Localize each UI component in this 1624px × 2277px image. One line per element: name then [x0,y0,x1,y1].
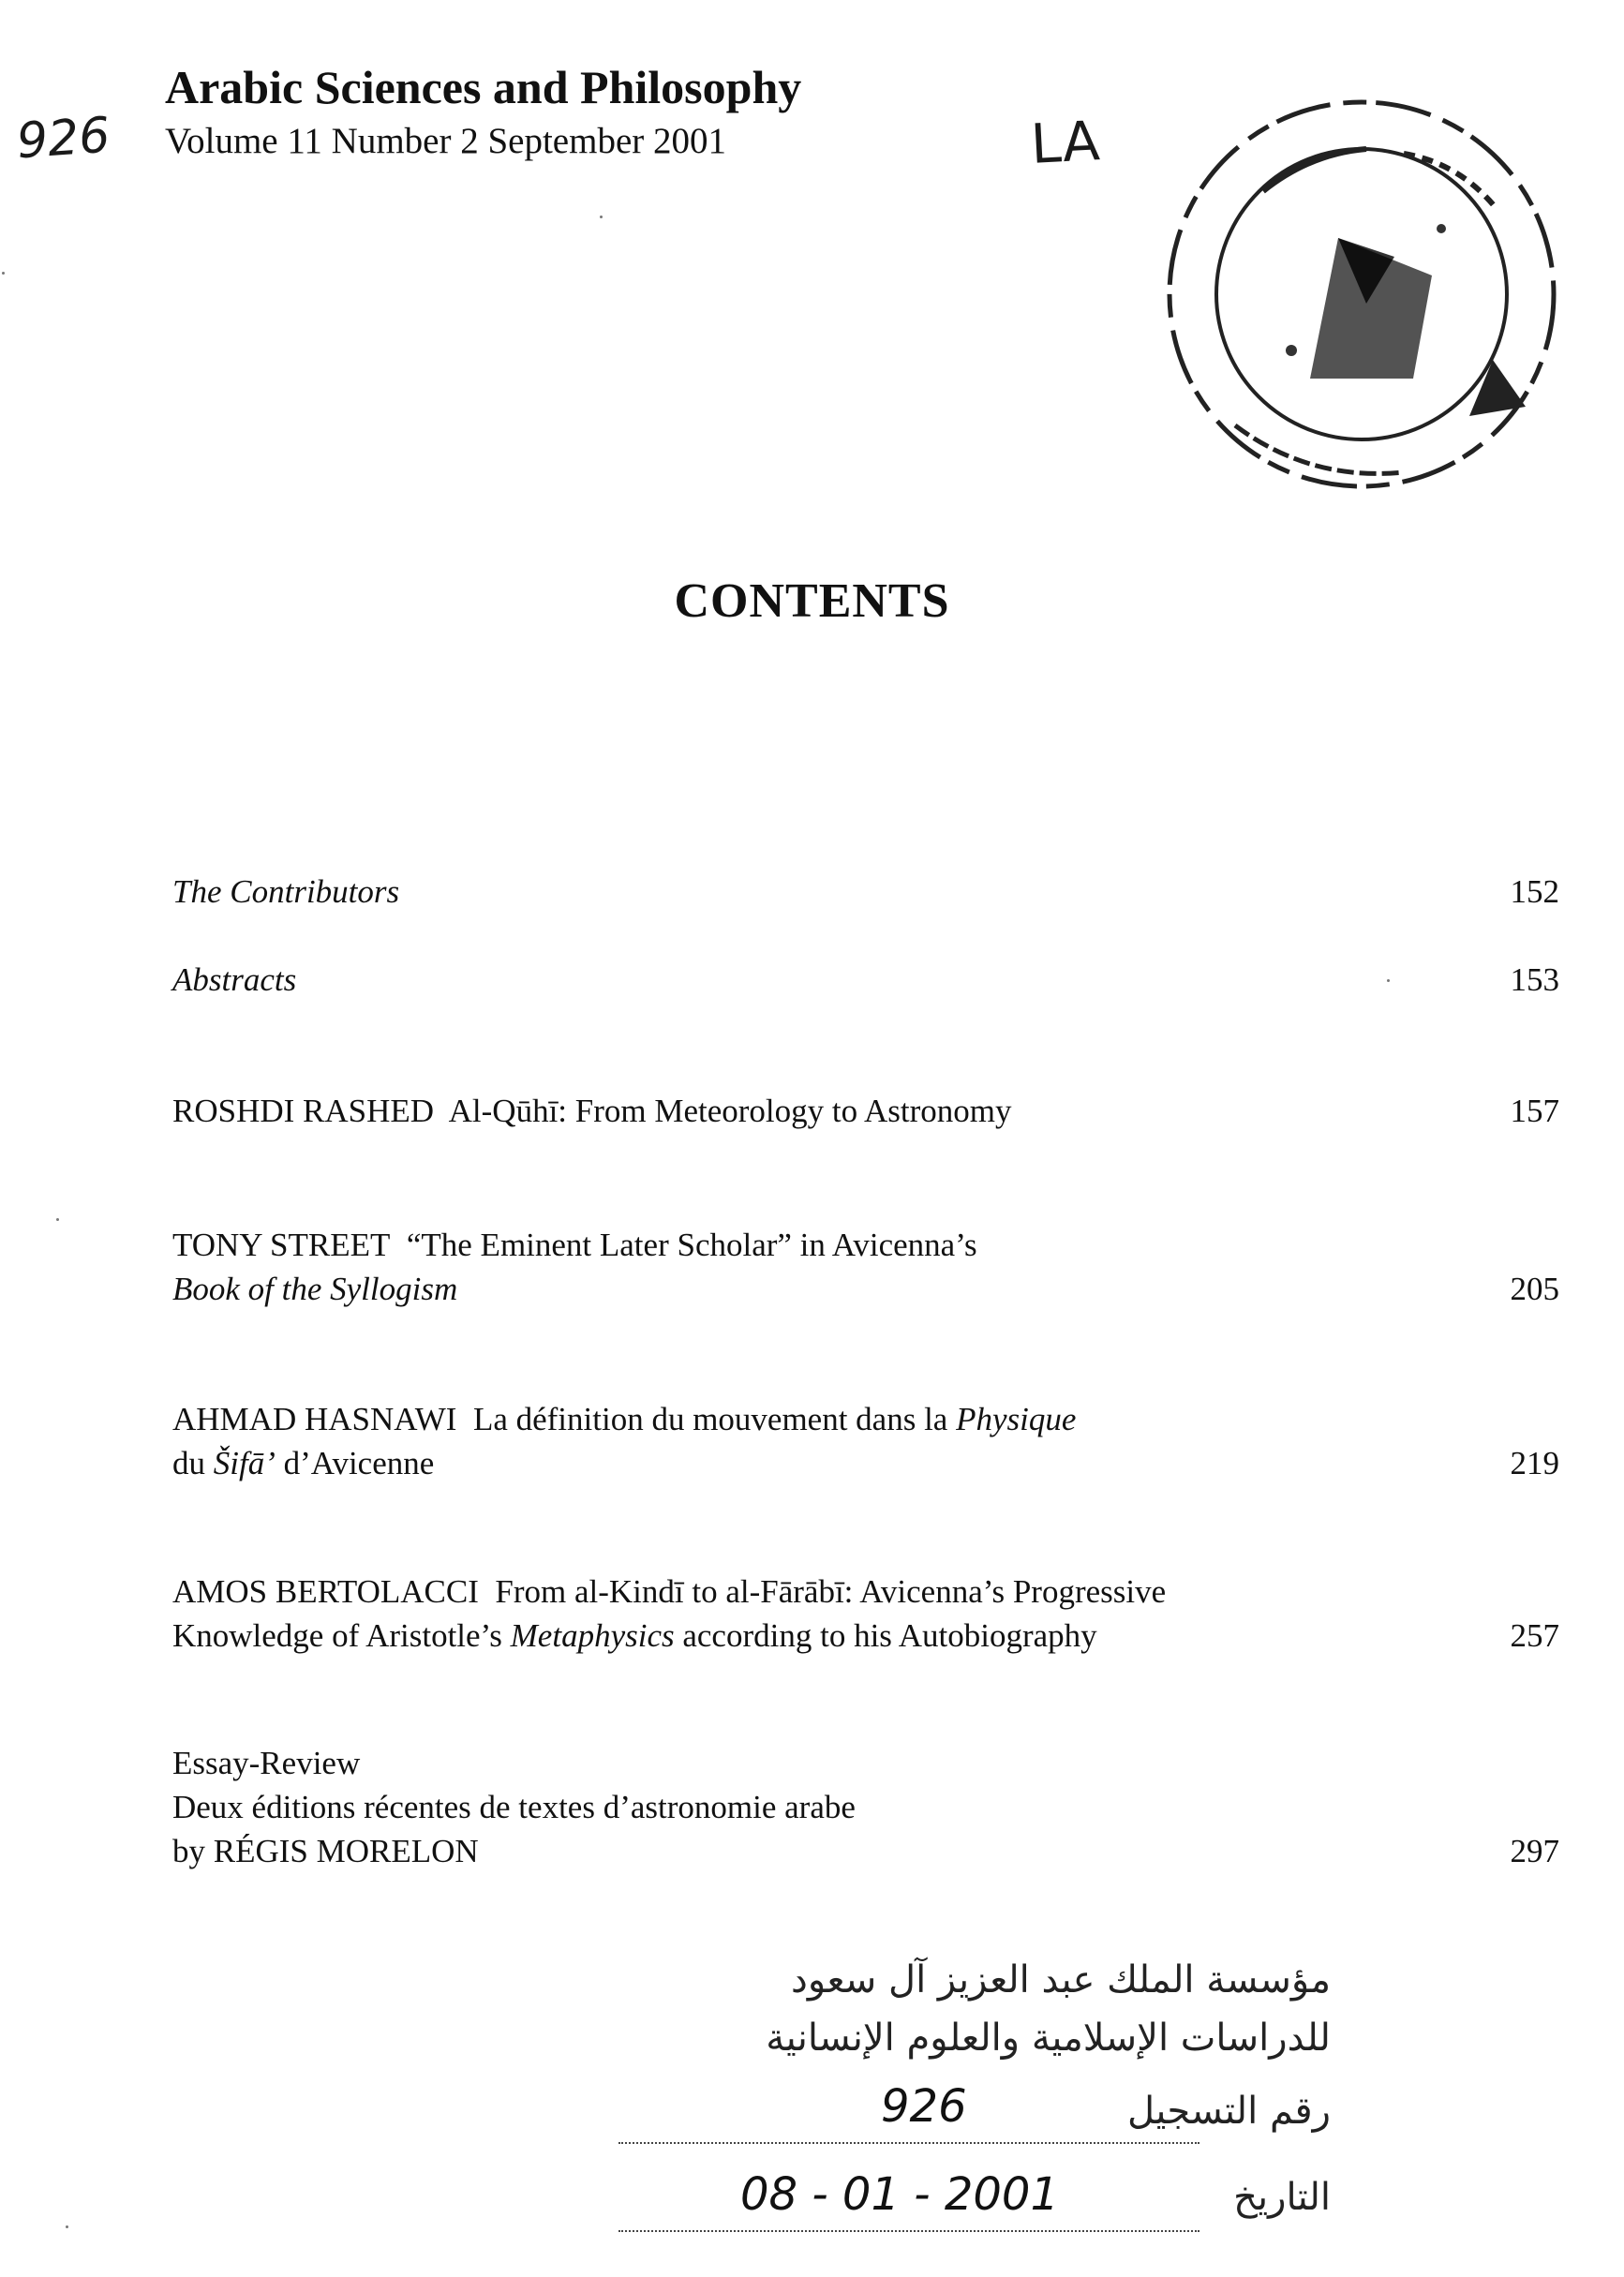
toc-entry-title-continued: Book of the Syllogism [172,1271,458,1307]
toc-page-number: 157 [1510,1093,1559,1129]
journal-title: Arabic Sciences and Philosophy [165,61,802,113]
scan-speck [600,216,603,218]
toc-entry-abstracts [172,958,1559,1002]
toc-entry-title: The Contributors [172,873,400,910]
toc-entry-title-continued: du [172,1445,205,1481]
toc-page-number: 152 [1510,873,1559,910]
toc-entry-title: Abstracts [172,961,297,998]
toc-entry-author: by RÉGIS MORELON [172,1833,479,1869]
toc-entry-author: ROSHDI RASHED [172,1093,435,1129]
toc-entry-title: Deux éditions récentes de textes d’astronomie arabe [172,1789,856,1825]
toc-entry-title-italic: Physique [956,1401,1077,1437]
contents-heading: CONTENTS [674,574,950,628]
toc-page-number: 297 [1510,1833,1559,1869]
toc-entry-author: AMOS BERTOLACCI [172,1573,479,1610]
toc-entry-author: TONY STREET [172,1227,391,1263]
scan-speck [66,2225,68,2228]
toc-page-number: 153 [1510,961,1559,998]
toc-entry-title: From al-Kindī to al-Fārābī: Avicenna’s Progressive [495,1573,1167,1610]
toc-entry-title-continued: Knowledge of Aristotle’s [172,1617,502,1654]
stamp-dotted-rule [618,2230,1199,2232]
scan-speck [56,1218,59,1221]
toc-entry-section-label: Essay-Review [172,1745,361,1781]
toc-entry-bertolacci [172,1570,1559,1658]
scan-speck [2,272,5,275]
library-seal-stamp [1123,69,1591,519]
toc-entry-essay-review [172,1741,1559,1873]
toc-page-number: 205 [1510,1271,1559,1307]
toc-entry-title-italic: Šifā’ [213,1445,276,1481]
stamp-institution-line: للدراسات الإسلامية والعلوم الإنسانية [766,2017,1331,2060]
toc-entry-contributors [172,870,1559,914]
toc-page-number: 219 [1510,1445,1559,1481]
stamp-registration-number: 926 [881,2080,967,2133]
toc-entry-street [172,1223,1559,1311]
toc-page-number: 257 [1510,1617,1559,1654]
toc-entry-title-italic: Metaphysics [510,1617,675,1654]
journal-issue: Volume 11 Number 2 September 2001 [165,121,726,161]
toc-entry-title: “The Eminent Later Scholar” in Avicenna’s [406,1227,977,1263]
scan-speck [1387,979,1390,982]
stamp-date-value: 08 - 01 - 2001 [740,2168,1059,2221]
stamp-registration-label: رقم التسجيل [1126,2090,1331,2133]
handwritten-accession-number: 926 [15,107,112,171]
toc-entry-author: AHMAD HASNAWI [172,1401,457,1437]
stamp-institution-line: مؤسسة الملك عبد العزيز آل سعود [791,1958,1331,2002]
toc-entry-hasnawi [172,1397,1559,1485]
registration-stamp [600,1958,1349,2277]
stamp-date-label: التاريخ [1233,2176,1331,2219]
stamp-dotted-rule [618,2142,1199,2144]
handwritten-reference-mark: LA [1029,109,1102,176]
toc-entry-title-continued: d’Avicenne [283,1445,435,1481]
toc-entry-title: La définition du mouvement dans la [472,1401,948,1437]
toc-entry-rashed [172,1089,1559,1133]
toc-entry-title: Al-Qūhī: From Meteorology to Astronomy [448,1093,1012,1129]
toc-entry-title-continued: according to his Autobiography [682,1617,1097,1654]
